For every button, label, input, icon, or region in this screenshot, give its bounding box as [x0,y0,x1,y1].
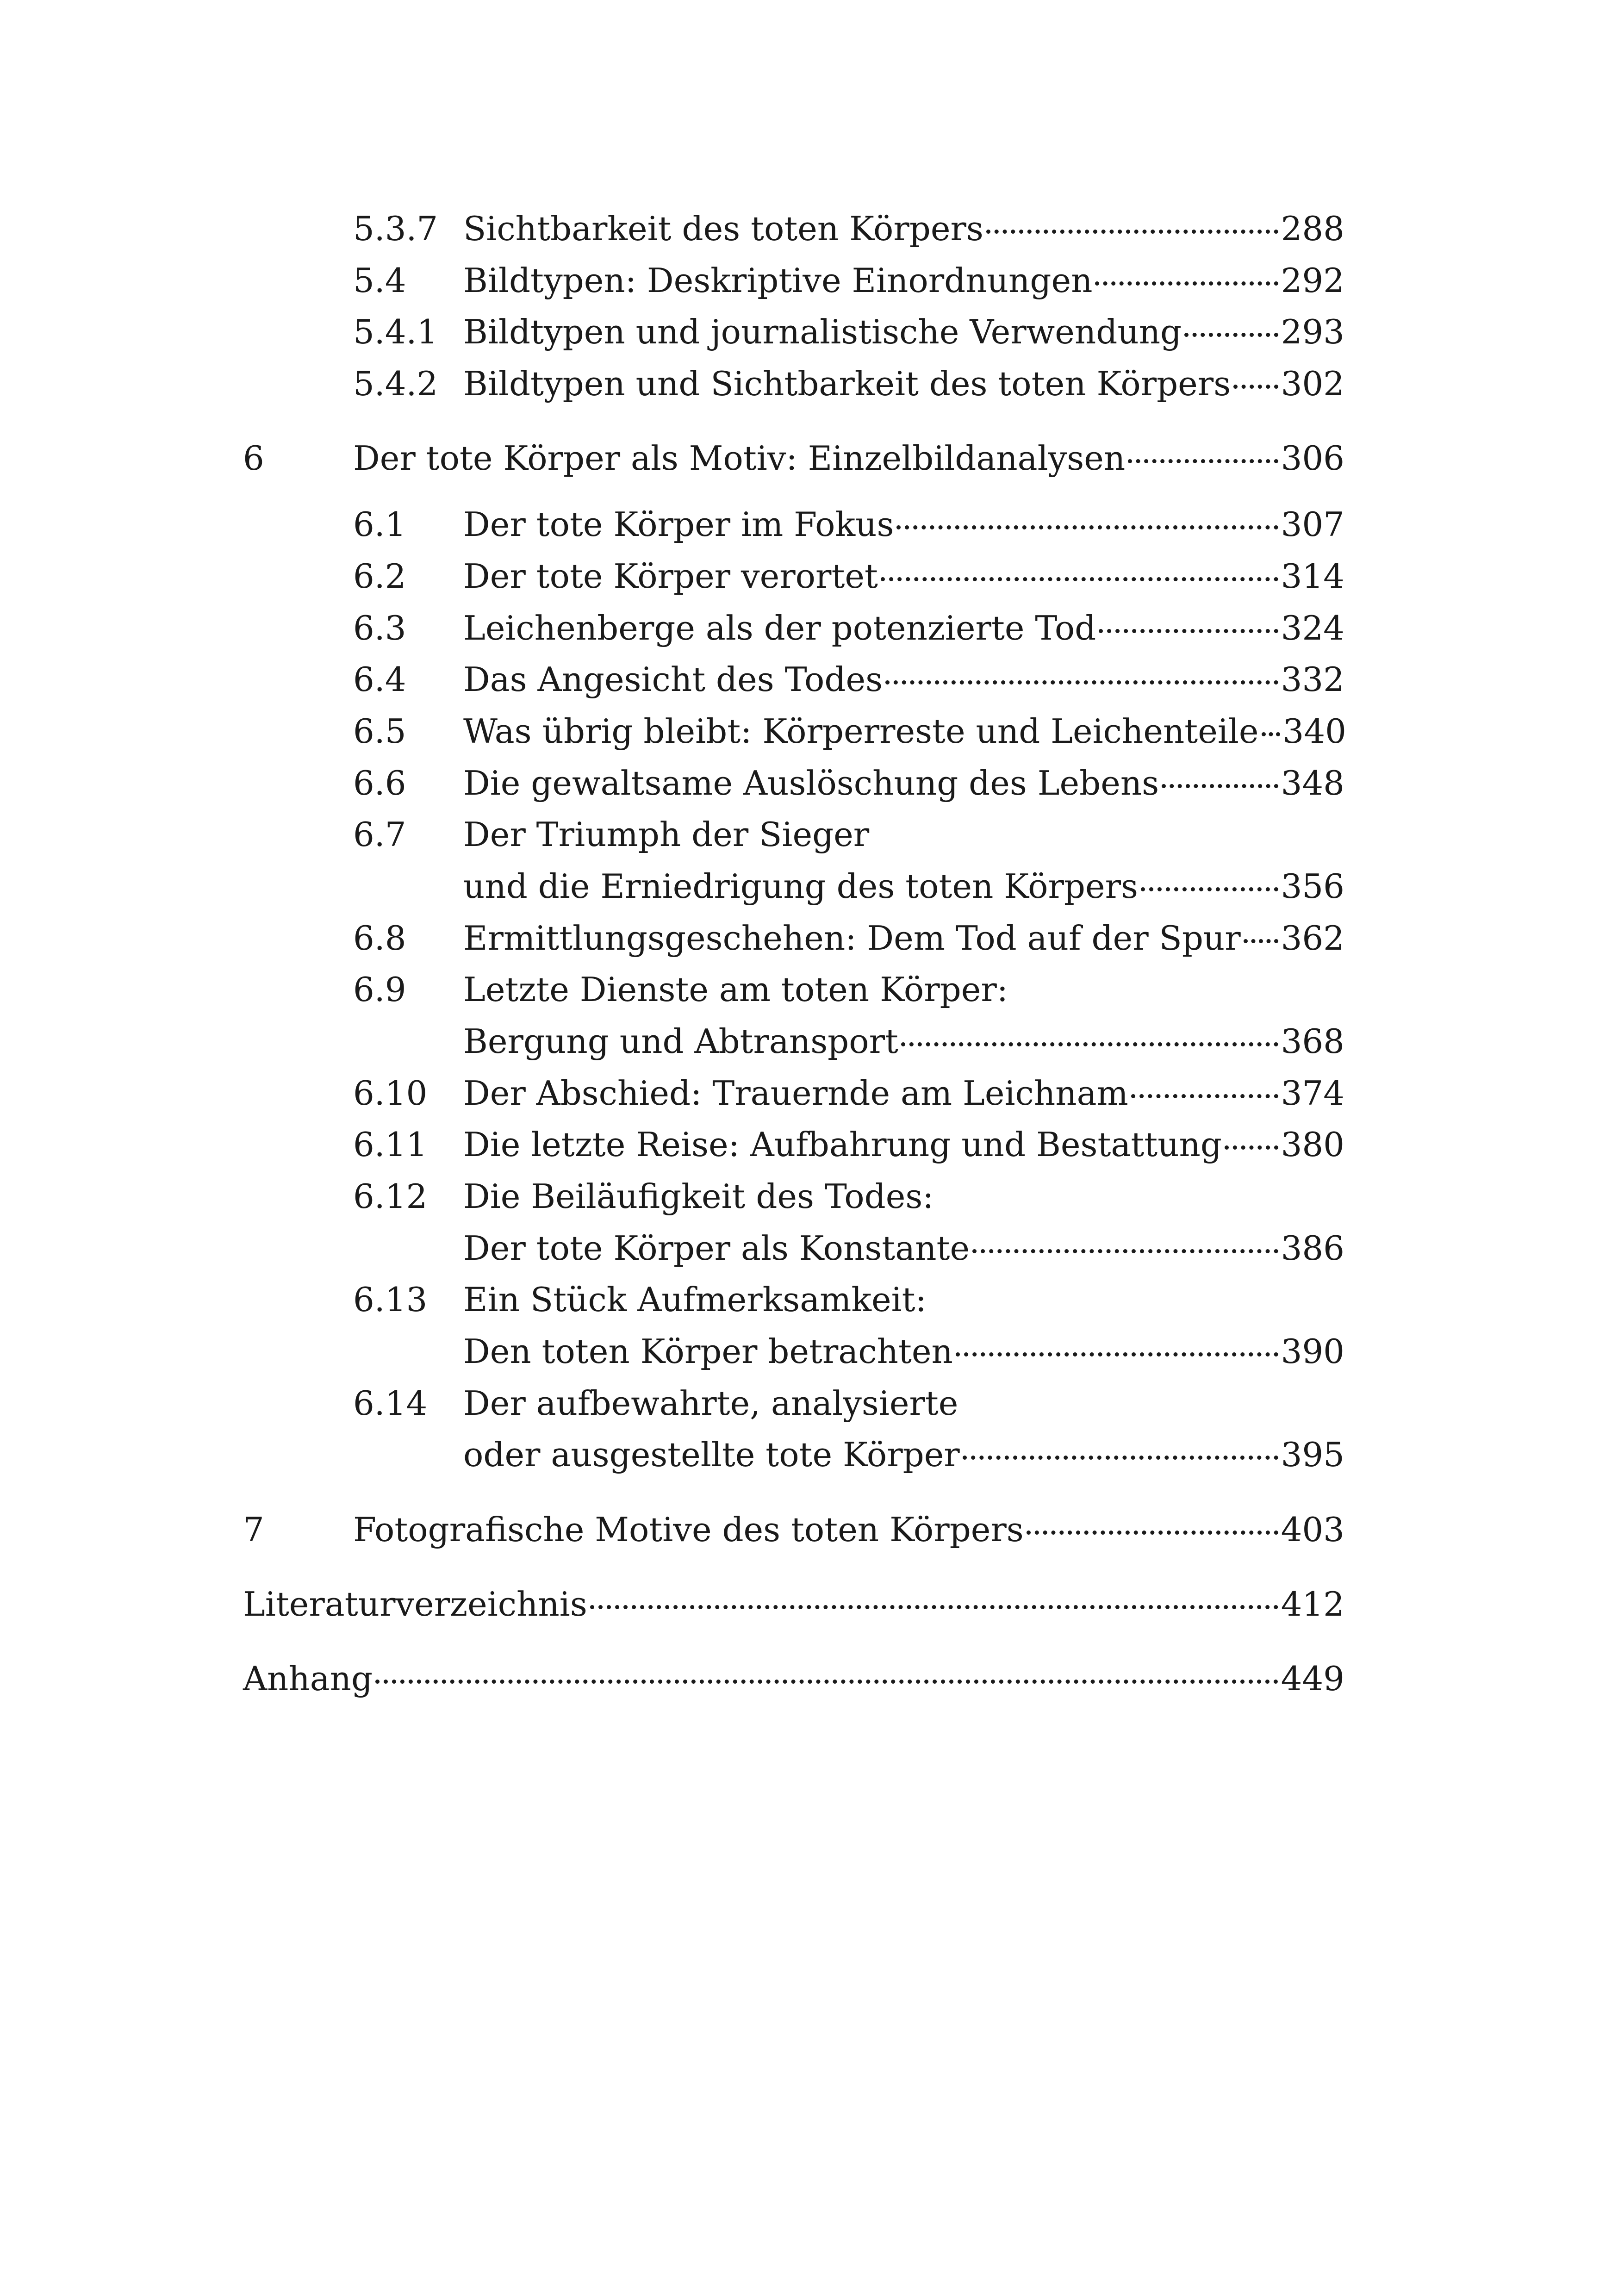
dot-leader [885,680,1278,684]
dot-leader [1027,1531,1278,1535]
toc-entry-number: 6.7 [353,815,406,854]
toc-entry-title: Bildtypen und journalistische Verwendung [463,312,1182,351]
toc-entry-title: Bildtypen und Sichtbarkeit des toten Körpers [463,364,1231,403]
toc-entry-title: Die gewaltsame Auslöschung des Lebens [463,764,1159,803]
toc-entry-title-line1: Ein Stück Aufmerksamkeit: [463,1280,927,1319]
dot-leader [1095,281,1278,286]
toc-entry-title: Der tote Körper im Fokus [463,505,894,544]
toc-entry [0,1380,1618,1426]
toc-entry-number: 6.6 [353,764,406,803]
dot-leader [1244,939,1278,943]
toc-entry [0,1070,1618,1116]
dot-leader [1128,459,1278,463]
toc-bibliography-entry [0,1581,1618,1627]
toc-entry-page: 374 [1281,1074,1344,1113]
toc-entry-number: 6.10 [353,1074,428,1113]
toc-entry-title-line2: oder ausgestellte tote Körper [463,1435,960,1474]
toc-entry-title: Fotografische Motive des toten Körpers [353,1510,1024,1549]
dot-leader [896,525,1278,529]
toc-entry [0,205,1618,252]
toc-entry-continuation [0,1431,1618,1478]
toc-entry-title: Leichenberge als der potenzierte Tod [463,609,1096,647]
toc-entry-page: 332 [1281,660,1344,699]
toc-entry-number: 6.1 [353,505,406,544]
toc-entry-number: 5.4 [353,261,406,300]
dot-leader [901,1042,1278,1046]
dot-leader [1131,1094,1278,1098]
toc-entry-continuation [0,1328,1618,1375]
toc-entry-title: Der Abschied: Trauernde am Leichnam [463,1074,1128,1113]
toc-entry-title: Bildtypen: Deskriptive Einordnungen [463,261,1093,300]
dot-leader [986,230,1278,234]
toc-entry-page: 390 [1281,1332,1344,1371]
toc-entry-title-line2: Bergung und Abtransport [463,1022,898,1061]
dot-leader [375,1680,1278,1684]
dot-leader [1099,629,1278,633]
dot-leader [1141,887,1278,891]
toc-entry [0,501,1618,548]
toc-entry [0,966,1618,1013]
toc-entry-number: 6.11 [353,1125,428,1164]
dot-leader [1233,385,1278,389]
dot-leader [956,1352,1278,1356]
toc-entry-page: 292 [1281,261,1344,300]
toc-entry-title: Der tote Körper verortet [463,557,878,596]
toc-entry-title: Literaturverzeichnis [243,1585,587,1624]
toc-entry [0,257,1618,304]
toc-entry-number: 6.13 [353,1280,428,1319]
toc-entry-number: 6.5 [353,712,406,751]
toc-entry-page: 324 [1281,609,1344,647]
toc-entry [0,811,1618,858]
toc-entry-title: Das Angesicht des Todes [463,660,883,699]
dot-leader [1262,732,1280,736]
dot-leader [881,577,1278,581]
toc-entry-title-line2: Der tote Körper als Konstante [463,1229,970,1268]
toc-entry-page: 403 [1281,1510,1344,1549]
toc-entry [0,915,1618,961]
dot-leader [1225,1145,1278,1150]
toc-entry-continuation [0,1225,1618,1271]
toc-entry-number: 7 [243,1510,264,1549]
toc-entry-page: 314 [1281,557,1344,596]
toc-entry-page: 302 [1281,364,1344,403]
toc-entry-title-line1: Der aufbewahrte, analysierte [463,1384,958,1423]
toc-entry [0,553,1618,599]
toc-entry-title: Der tote Körper als Motiv: Einzelbildanalysen [353,439,1126,478]
toc-appendix-entry [0,1655,1618,1702]
toc-entry-continuation [0,863,1618,909]
toc-entry [0,1173,1618,1220]
toc-entry [0,1276,1618,1323]
toc-entry-number: 5.3.7 [353,209,438,248]
toc-entry-number: 5.4.2 [353,364,438,403]
toc-entry-number: 6.2 [353,557,406,596]
toc-entry [0,656,1618,703]
toc-entry-title-line1: Die Beiläufigkeit des Todes: [463,1177,934,1216]
toc-chapter-entry [0,1506,1618,1553]
toc-entry-page: 307 [1281,505,1344,544]
dot-leader [972,1249,1278,1253]
toc-entry [0,361,1618,407]
toc-entry-number: 6.14 [353,1384,428,1423]
toc-entry-number: 6.8 [353,919,406,958]
toc-entry-page: 368 [1281,1022,1344,1061]
toc-entry-title: Die letzte Reise: Aufbahrung und Bestattung [463,1125,1222,1164]
dot-leader [1162,784,1278,788]
toc-entry [0,708,1618,754]
toc-entry-number: 6.4 [353,660,406,699]
dot-leader [1184,333,1278,337]
toc-entry [0,1121,1618,1168]
toc-entry [0,309,1618,355]
toc-entry-page: 362 [1281,919,1344,958]
toc-entry-page: 380 [1281,1125,1344,1164]
toc-entry-page: 293 [1281,312,1344,351]
toc-entry-title-line1: Der Triumph der Sieger [463,815,870,854]
toc-entry-number: 6 [243,439,264,478]
toc-entry-page: 395 [1281,1435,1344,1474]
toc-entry-continuation [0,1018,1618,1064]
toc-entry-title: Was übrig bleibt: Körperreste und Leichenteile [463,712,1259,751]
toc-entry-number: 6.9 [353,970,406,1009]
toc-entry-title: Ermittlungsgeschehen: Dem Tod auf der Spur [463,919,1241,958]
toc-entry-number: 6.12 [353,1177,428,1216]
toc-entry [0,605,1618,651]
toc-entry-title-line2: Den toten Körper betrachten [463,1332,953,1371]
toc-entry [0,760,1618,806]
toc-chapter-entry [0,435,1618,481]
toc-entry-page: 356 [1281,867,1344,906]
toc-entry-title: Anhang [243,1659,373,1698]
toc-entry-title-line1: Letzte Dienste am toten Körper: [463,970,1008,1009]
toc-entry-page: 348 [1281,764,1344,803]
dot-leader [963,1456,1278,1460]
toc-entry-page: 386 [1281,1229,1344,1268]
toc-entry-title-line2: und die Erniedrigung des toten Körpers [463,867,1138,906]
toc-entry-number: 6.3 [353,609,406,647]
toc-entry-page: 412 [1281,1585,1344,1624]
toc-entry-page: 288 [1281,209,1344,248]
toc-entry-title: Sichtbarkeit des toten Körpers [463,209,983,248]
toc-entry-page: 340 [1282,712,1346,751]
dot-leader [590,1605,1278,1609]
toc-entry-page: 449 [1281,1659,1344,1698]
toc-entry-page: 306 [1281,439,1344,478]
toc-entry-number: 5.4.1 [353,312,438,351]
